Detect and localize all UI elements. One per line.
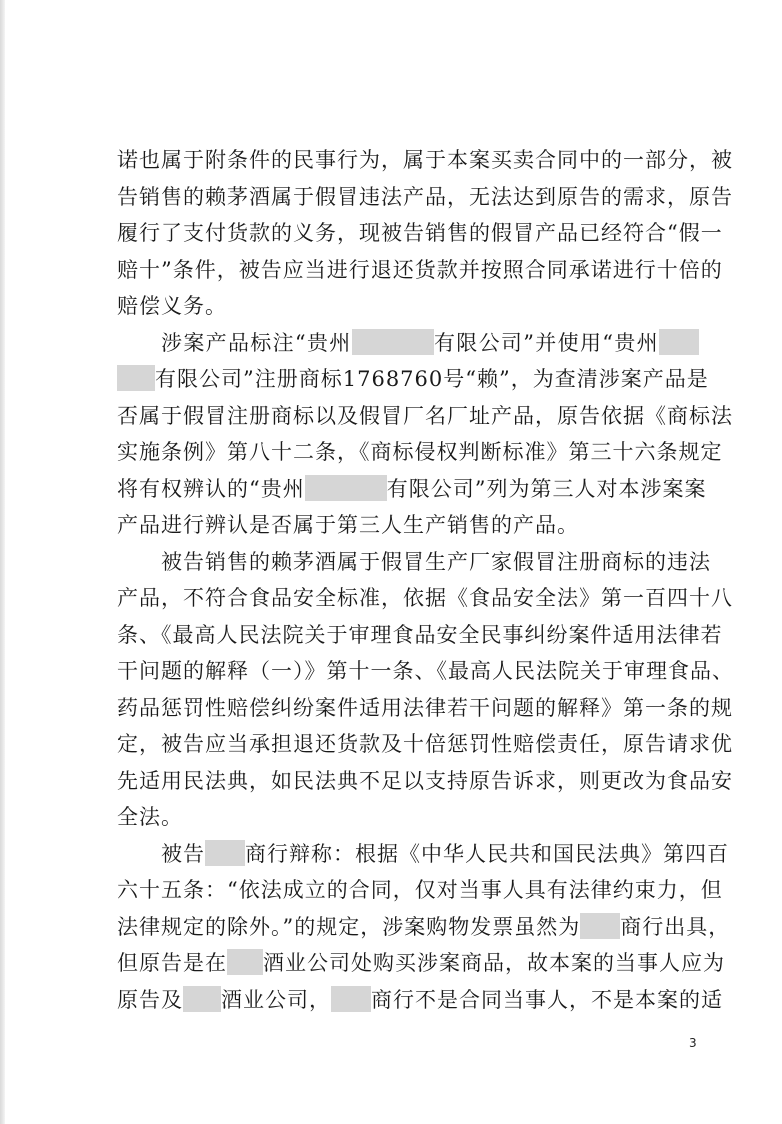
- text-line: 先适用民法典，如民法典不足以支持原告诉求，则更改为食品安: [117, 768, 733, 793]
- text-segment: 法律规定的除外。”的规定，涉案购物发票虽然为: [117, 914, 581, 939]
- text-line: 药品惩罚性赔偿纠纷案件适用法律若干问题的解释》第一条的规: [117, 695, 733, 720]
- text-segment: 酒业公司，: [221, 987, 331, 1012]
- redaction-box: [352, 329, 434, 355]
- text-segment: 酒业公司处购买涉案商品，故本案的当事人应为: [263, 951, 725, 975]
- text-line: 赔十”条件，被告应当进行退还货款并按照合同承诺进行十倍的: [117, 257, 723, 282]
- document-body: [117, 142, 734, 1018]
- text-line: 全法。: [117, 805, 183, 829]
- text-line: 干问题的解释（一）》第十一条、《最高人民法院关于审理食品、: [117, 659, 734, 683]
- scan-page-edge: [0, 0, 5, 1124]
- text-segment: 商行辩称：根据《中华人民共和国民法典》第四百: [245, 841, 729, 866]
- text-line: 履行了支付货款的义务，现被告销售的假冒产品已经符合“假一: [117, 221, 723, 245]
- redaction-box: [580, 913, 620, 939]
- redaction-box: [331, 986, 371, 1012]
- text-segment: 有限公司”注册商标1768760号“赖”，为查清涉案产品是: [155, 367, 709, 391]
- text-line: [117, 325, 699, 362]
- text-line: 告销售的赖茅酒属于假冒违法产品，无法达到原告的需求，原告: [117, 184, 733, 209]
- text-line: 否属于假冒注册商标以及假冒厂名厂址产品，原告依据《商标法: [117, 403, 733, 428]
- text-line: 赔偿义务。: [117, 294, 227, 318]
- text-segment: 有限公司”并使用“贵州: [433, 330, 659, 355]
- text-segment: 商行出具，: [620, 914, 731, 939]
- text-segment: 原告及: [117, 987, 183, 1012]
- text-line: [117, 361, 709, 398]
- paragraph-2: [117, 325, 733, 544]
- text-line: [117, 836, 729, 873]
- text-segment: 但原告是在: [117, 951, 227, 975]
- text-line: 实施条例》第八十二条，《商标侵权判断标准》第三十六条规定: [117, 440, 723, 464]
- text-line: [117, 982, 723, 1019]
- text-line: [117, 471, 707, 508]
- text-line: 产品进行辨认是否属于第三人生产销售的产品。: [117, 513, 579, 537]
- text-segment: 涉案产品标注“贵州: [161, 330, 352, 355]
- text-line: 定，被告应当承担退还货款及十倍惩罚性赔偿责任，原告请求优: [117, 732, 733, 756]
- text-segment: 被告: [161, 841, 205, 866]
- redaction-box: [305, 475, 387, 501]
- text-line: 六十五条：“依法成立的合同，仅对当事人具有法律约束力，但: [117, 878, 723, 902]
- text-line: 产品，不符合食品安全标准，依据《食品安全法》第一百四十八: [117, 586, 733, 610]
- paragraph-4: [117, 836, 731, 1019]
- text-line: 条、《最高人民法院关于审理食品安全民事纠纷案件适用法律若: [117, 622, 723, 647]
- text-segment: 有限公司”列为第三人对本涉案案: [386, 476, 707, 501]
- page-number: 3: [689, 1036, 697, 1050]
- paragraph-3: [117, 544, 734, 836]
- redaction-box: [117, 365, 155, 391]
- text-line: 诺也属于附条件的民事行为，属于本案买卖合同中的一部分，被: [117, 148, 733, 172]
- text-segment: 商行不是合同当事人，不是本案的适: [371, 987, 723, 1012]
- paragraph-1: [117, 142, 733, 325]
- text-line: 被告销售的赖茅酒属于假冒生产厂家假冒注册商标的违法: [161, 549, 711, 574]
- text-line: [117, 945, 725, 982]
- redaction-box: [183, 986, 221, 1012]
- redaction-box: [205, 840, 245, 866]
- redaction-box: [659, 329, 699, 355]
- text-line: [117, 909, 731, 946]
- redaction-box: [227, 949, 263, 975]
- text-segment: 将有权辨认的“贵州: [117, 476, 305, 501]
